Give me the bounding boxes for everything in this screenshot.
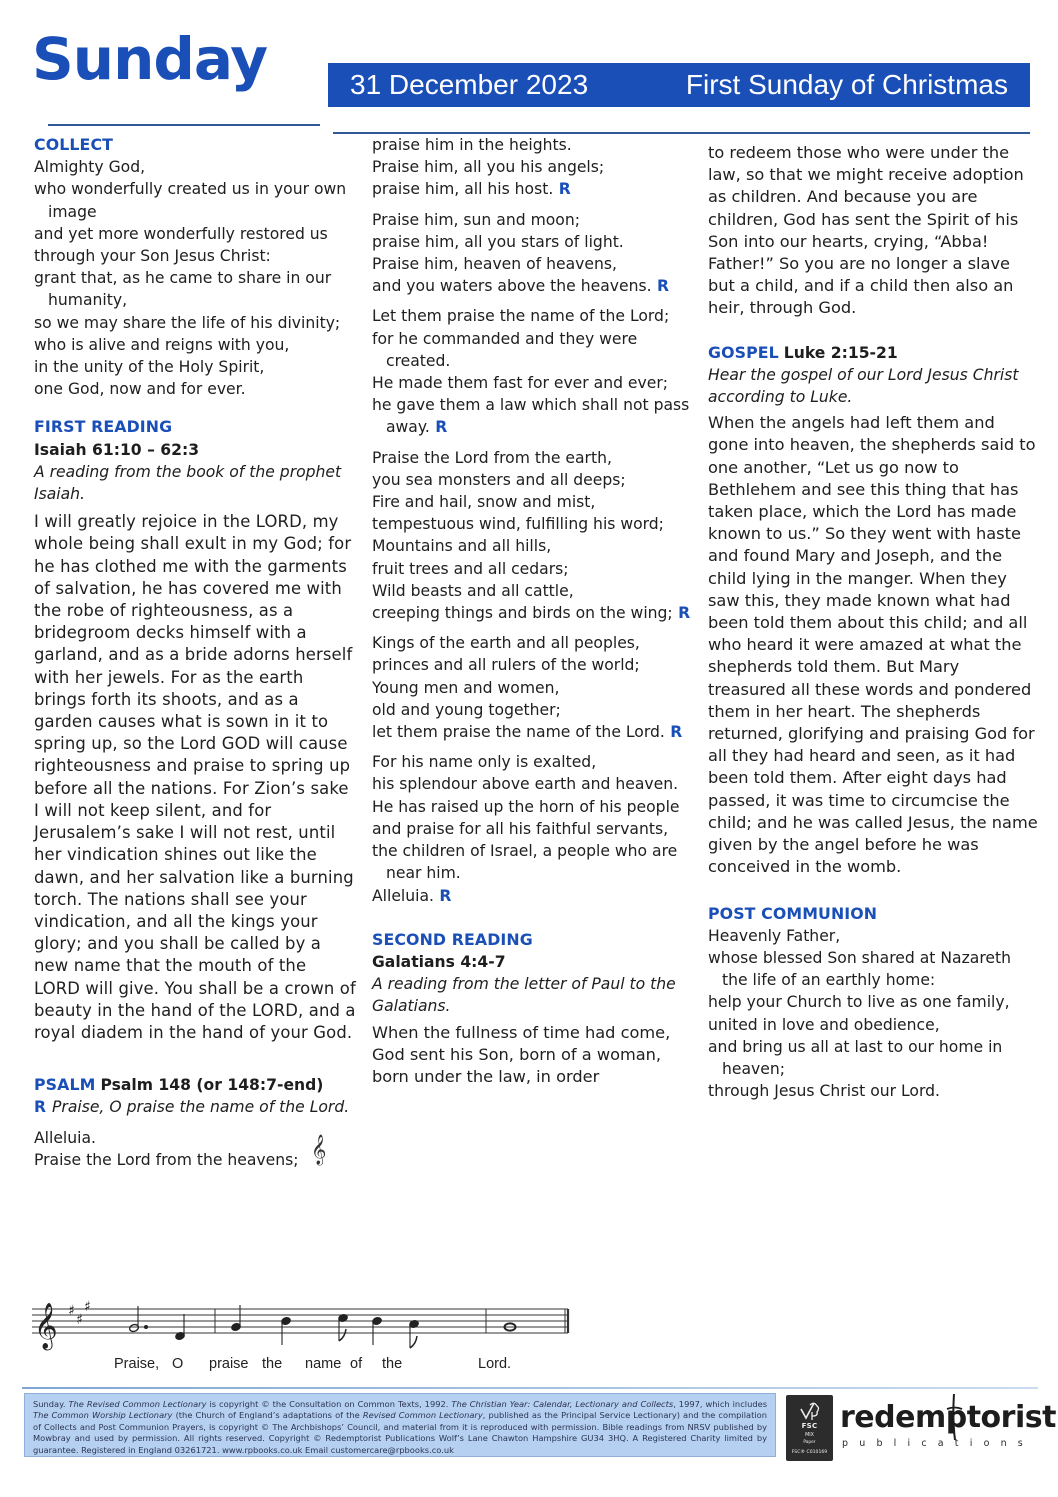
- footer-text: (the Church of England’s adaptations of the: [172, 1410, 363, 1421]
- day-title: Sunday: [32, 25, 268, 93]
- text-line: in the unity of the Holy Spirit,: [34, 358, 265, 377]
- psalm-response: [34, 1096, 356, 1118]
- text-line: Let them praise the name of the Lord;: [372, 307, 670, 326]
- publisher-logo: [838, 1400, 1056, 1460]
- response-marker: R: [664, 723, 683, 742]
- text-line: Praise him, heaven of heavens,: [372, 255, 617, 274]
- text-line: through Jesus Christ our Lord.: [708, 1082, 940, 1101]
- response-marker: R: [672, 604, 691, 623]
- text-line: grant that, as he came to share in our humanity,: [34, 269, 332, 310]
- footer-title: The Common Worship Lectionary: [33, 1410, 173, 1421]
- text-line: creeping things and birds on the wing; R: [372, 604, 691, 623]
- lyric-word: Praise,: [114, 1356, 160, 1372]
- header-occasion: First Sunday of Christmas: [685, 69, 1008, 100]
- collect-lines: [34, 156, 356, 400]
- footer-title: The Christian Year: Calendar, Lectionary and Collects: [451, 1399, 674, 1409]
- first-reading-section: [34, 416, 356, 1044]
- psalm-stanza: [372, 209, 700, 298]
- lyric-word: name: [305, 1356, 342, 1372]
- second-reading-section: [372, 929, 700, 1088]
- text-line: praise him in the heights.: [372, 136, 572, 154]
- text-line: you sea monsters and all deeps;: [372, 470, 626, 489]
- key-signature: [68, 1299, 91, 1328]
- text-line: Alleluia.: [34, 1128, 96, 1147]
- text-line: through your Son Jesus Christ:: [34, 247, 271, 266]
- footer-text: , 1997, which includes: [673, 1399, 768, 1409]
- section-heading-collect: COLLECT: [34, 135, 114, 154]
- text-line: Heavenly Father,: [708, 926, 841, 945]
- text-line: for he commanded and they were created.: [372, 329, 638, 370]
- footer-text: , published as the Principal Service Lectionary) and the compilation of Collects and Post Communion Prayers, is copyright © The Archbishops’ Council, and material from it is reproduced with permission. Bible readings from NRSV published by Mowbray and used by permission. All rights reserved. Copyright © Redemptorist Publications Wolf’s Lane Chawton Hampshire GU34 3HQ. A Registered Charity limited by guarantee. Registered in England 03261721. www.rpbooks.co.uk Email customercare@rpbooks.co.uk: [33, 1410, 768, 1455]
- psalm-stanza: [372, 751, 700, 906]
- text-line: For his name only is exalted,: [372, 753, 597, 772]
- text-line: and you waters above the heavens. R: [372, 277, 669, 296]
- response-marker: R: [34, 1098, 47, 1117]
- psalm-reference: Psalm 148 (or 148:7-end): [100, 1076, 324, 1095]
- fsc-tree-icon: [798, 1400, 820, 1422]
- lyric-word: O: [172, 1356, 184, 1372]
- text-line: he gave them a law which shall not pass away. R: [372, 396, 690, 437]
- psalm-stanza: [372, 305, 700, 438]
- header-rule: [48, 124, 320, 126]
- fsc-code: FSC® C010169: [791, 1450, 828, 1455]
- text-line: Praise him, all you his angels;: [372, 158, 605, 177]
- gospel-intro: Hear the gospel of our Lord Jesus Christ according to Luke.: [708, 365, 1019, 407]
- footer-title: Revised Common Lectionary: [362, 1410, 483, 1421]
- first-reading-intro: A reading from the book of the prophet Isaiah.: [34, 462, 342, 504]
- header-date: 31 December 2023: [350, 69, 589, 100]
- text-line: Praise the Lord from the heavens;: [34, 1150, 299, 1169]
- lyric-word: the: [262, 1356, 283, 1372]
- psalm-stanza: [372, 447, 700, 625]
- section-heading-gospel: GOSPEL: [708, 342, 779, 362]
- text-line: and bring us all at last to our home in heaven;: [708, 1037, 1003, 1078]
- response-marker: R: [434, 886, 452, 905]
- text-line: praise him, all his host. R: [372, 180, 571, 199]
- psalm-stanza: [372, 134, 700, 201]
- text-line: Almighty God,: [34, 158, 146, 177]
- text-line: tempestuous wind, fulfilling his word;: [372, 515, 664, 534]
- svg-text:♯: ♯: [68, 1303, 75, 1319]
- text-line: Alleluia. R: [372, 886, 452, 905]
- second-reading-reference: Galatians 4:4-7: [372, 952, 506, 971]
- text-line: fruit trees and all cedars;: [372, 559, 569, 578]
- text-line: Kings of the earth and all peoples,: [372, 634, 640, 653]
- gospel-reference: Luke 2:15-21: [783, 343, 898, 362]
- fsc-paper: Paper: [803, 1440, 816, 1445]
- text-line: He has raised up the horn of his people: [372, 797, 680, 816]
- text-line: princes and all rulers of the world;: [372, 656, 640, 675]
- response-marker: R: [429, 418, 448, 437]
- text-line: Young men and women,: [372, 678, 560, 697]
- header-band: [328, 63, 1030, 107]
- lyric-word: Lord.: [478, 1356, 512, 1372]
- note-dot: [145, 1326, 148, 1329]
- footer-prefix: Sunday.: [33, 1399, 66, 1409]
- text-line: let them praise the name of the Lord. R: [372, 723, 683, 742]
- text-line: help your Church to live as one family,: [708, 993, 1010, 1012]
- copyright-notice: [24, 1393, 776, 1457]
- psalm-stanza: [372, 632, 700, 743]
- section-heading-post-communion: POST COMMUNION: [708, 903, 878, 923]
- second-reading-intro: A reading from the letter of Paul to the Galatians.: [372, 975, 676, 1016]
- treble-clef-icon: 𝄞: [34, 1303, 58, 1349]
- cross-icon: [945, 1394, 963, 1440]
- text-line: so we may share the life of his divinity;: [34, 313, 341, 332]
- column-3: [708, 142, 1038, 1102]
- text-line: and praise for all his faithful servants,: [372, 819, 669, 838]
- section-heading-psalm: PSALM: [34, 1075, 96, 1095]
- collect-section: [34, 134, 356, 400]
- lyric-word: of: [350, 1356, 363, 1372]
- text-line: Fire and hail, snow and mist,: [372, 493, 596, 512]
- section-heading-first-reading: FIRST READING: [34, 417, 173, 437]
- text-line: He made them fast for ever and ever;: [372, 374, 669, 393]
- post-communion-lines: [708, 925, 1038, 1103]
- second-reading-text-part2: to redeem those who were under the law, so that we might receive adoption as children. And because you are children, God has sent the Spirit of his Son into our hearts, crying, “Abba! Father!” So you are no longer a slave but a child, and if a child then also an heir, through God.: [708, 143, 1024, 318]
- divider: [22, 1387, 1038, 1389]
- second-reading-text-part1: When the fullness of time had come, God sent his Son, born of a woman, born under the law, in order: [372, 1022, 671, 1086]
- lyric-word: praise: [209, 1356, 249, 1372]
- lyric-word: the: [382, 1356, 403, 1372]
- column-1: [34, 134, 356, 1171]
- column-2: [372, 134, 700, 1088]
- psalm-section: [34, 1074, 356, 1171]
- text-line: united in love and obedience,: [708, 1015, 940, 1034]
- text-line: the children of Israel, a people who are near him.: [372, 842, 678, 883]
- fsc-label: FSC: [801, 1422, 818, 1430]
- text-line: who wonderfully created us in your own image: [34, 180, 347, 221]
- svg-text:♯: ♯: [84, 1299, 91, 1315]
- publisher-name: redemptorist: [840, 1400, 1056, 1435]
- text-line: and yet more wonderfully restored us: [34, 224, 328, 243]
- text-line: Mountains and all hills,: [372, 537, 552, 556]
- text-line: Praise him, sun and moon;: [372, 210, 580, 229]
- text-line: whose blessed Son shared at Nazareth the life of an earthly home:: [708, 948, 1011, 990]
- svg-text:♯: ♯: [76, 1312, 83, 1328]
- text-line: his splendour above earth and heaven.: [372, 775, 679, 794]
- footer-title: The Revised Common Lectionary: [68, 1399, 207, 1409]
- psalm-stanza: [34, 1127, 356, 1171]
- footer-text: is copyright © the Consultation on Common Texts, 1992.: [206, 1399, 452, 1409]
- first-reading-text: I will greatly rejoice in the LORD, my whole being shall exult in my God; for he has clothed me with the garments of salvation, he has covered me with the robe of righteousness, as a bridegroom decks himself with a garland, and as a bride adorns herself with her jewels. For as the earth brings forth its shoots, and as a garden causes what is sown in it to spring up, so the Lord GOD will cause righteousness and praise to spring up before all the nations. For Zion’s sake I will not keep silent, and for Jerusalem’s sake I will not rest, until her vindication shines out like the dawn, and her salvation like a burning torch. The nations shall see your vindication, and all the kings your glory; and you shall be called by a new name that the mouth of the LORD will give. You shall be a crown of beauty in the hand of the LORD, and a royal diadem in the hand of your God.: [34, 512, 356, 1042]
- publisher-sub: publications: [842, 1438, 1034, 1449]
- response-marker: R: [651, 277, 669, 296]
- section-heading-second-reading: SECOND READING: [372, 929, 533, 949]
- gospel-section: [708, 342, 1038, 879]
- post-communion-section: [708, 903, 1038, 1103]
- text-line: praise him, all you stars of light.: [372, 232, 624, 251]
- text-line: old and young together;: [372, 700, 561, 719]
- text-line: who is alive and reigns with you,: [34, 335, 290, 354]
- gospel-text: When the angels had left them and gone into heaven, the shepherds said to one another, “Let us go now to Bethlehem and see this thing that has taken place, which the Lord has made known to us.” So they went with haste and found Mary and Joseph, and the child lying in the manger. When they saw this, they made known what had been told them about this child; and all who heard it were amazed at what the shepherds told them. But Mary treasured all these words and pondered them in her heart. The shepherds returned, glorifying and praising God for all they had heard and seen, as it had been told them. After eight days had passed, it was time to circumcise the child; and he was called Jesus, the name given by the angel before he was conceived in the womb.: [708, 413, 1038, 877]
- fsc-logo: [786, 1395, 833, 1461]
- fsc-mix: MIX: [805, 1433, 814, 1438]
- response-text: Praise, O praise the name of the Lord.: [52, 1098, 350, 1117]
- text-line: Wild beasts and all cattle,: [372, 581, 574, 600]
- text-line: Praise the Lord from the earth,: [372, 448, 612, 467]
- text-line: one God, now and for ever.: [34, 380, 246, 399]
- first-reading-reference: Isaiah 61:10 – 62:3: [34, 440, 200, 459]
- page-header: [30, 22, 1030, 117]
- response-marker: R: [553, 180, 571, 199]
- treble-clef-icon: 𝄞: [311, 1135, 327, 1165]
